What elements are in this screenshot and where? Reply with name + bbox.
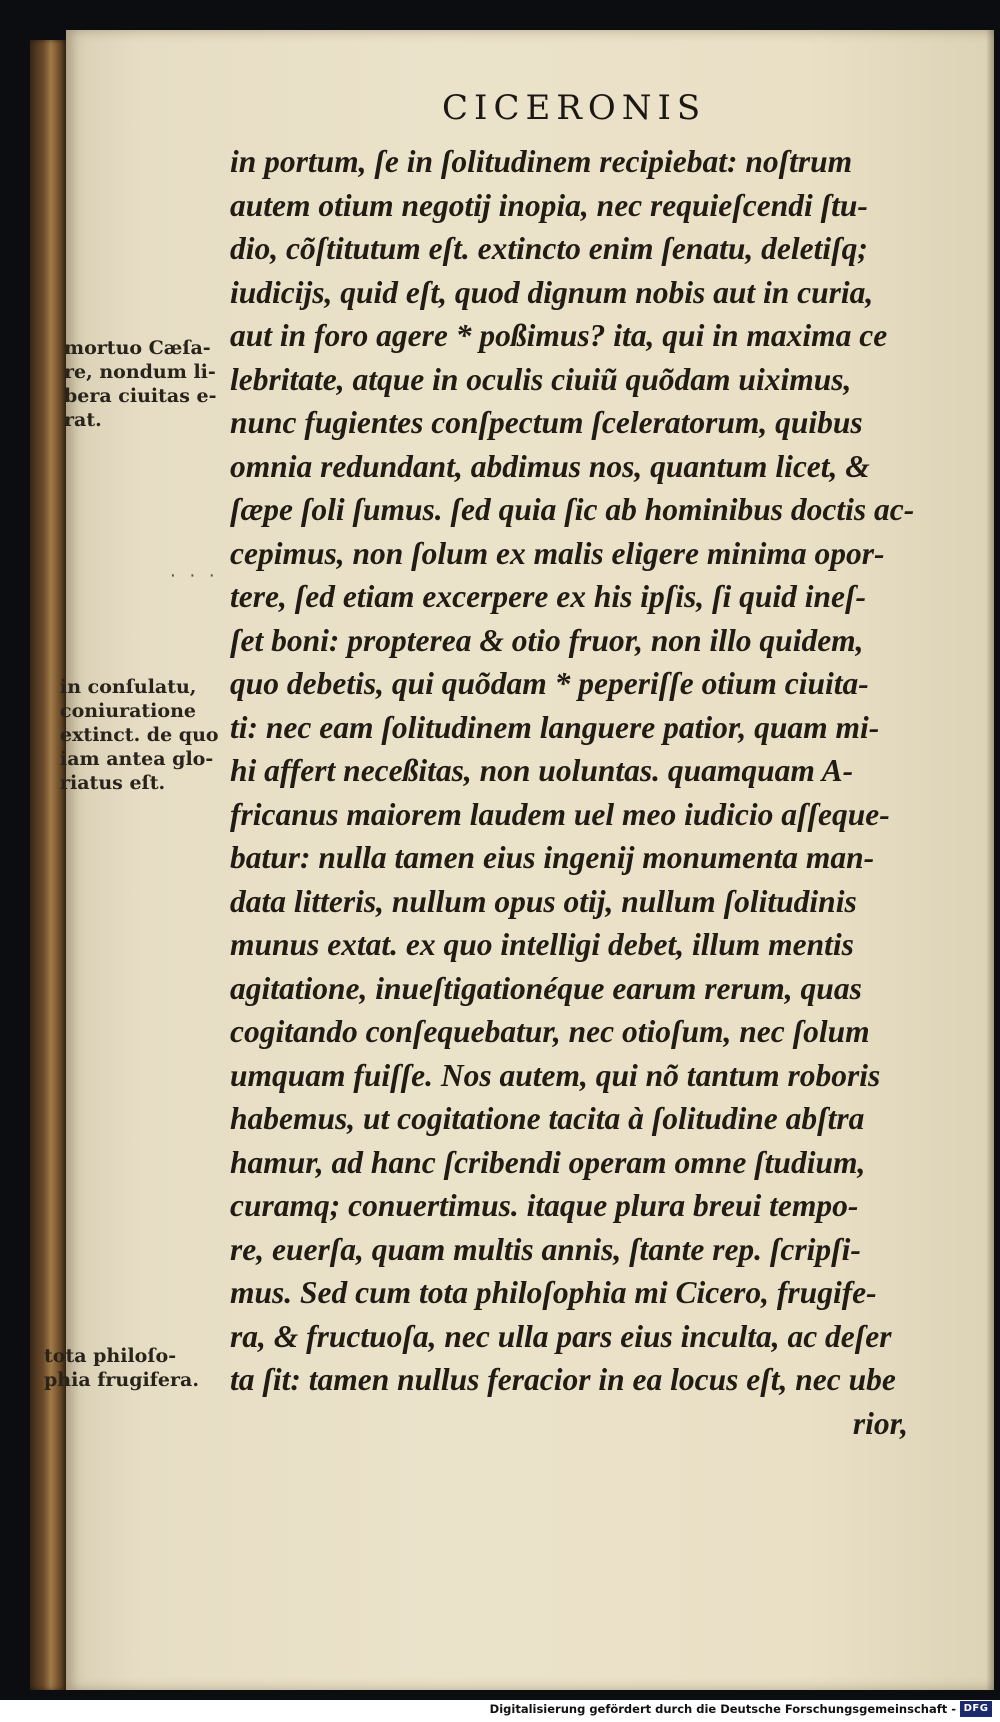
text-line: curamq; conuertimus. itaque plura breui tempo-: [230, 1188, 859, 1223]
margin-note-line: iam antea glo-: [60, 748, 214, 770]
text-line: fricanus maiorem laudem uel meo iudicio aſſeque-: [230, 796, 890, 832]
margin-note-line: coniuratione: [60, 700, 196, 722]
margin-note-philosophia: [44, 1344, 199, 1392]
text-line: batur: nulla tamen eius ingenij monumenta man-: [230, 840, 875, 875]
margin-note-line: extinct. de quo: [60, 724, 219, 746]
text-line: in portum, ſe in ſolitudinem recipiebat: noſtrum: [230, 144, 853, 179]
margin-note-line: riatus eſt.: [60, 772, 166, 794]
margin-note-line: phia frugifera.: [44, 1369, 199, 1391]
text-line: re, euerſa, quam multis annis, ſtante rep. ſcripſi-: [230, 1231, 861, 1267]
text-line: ſæpe ſoli ſumus. ſed quia ſic ab hominibus doctis ac-: [230, 492, 915, 527]
dfg-logo: DFG: [960, 1701, 992, 1717]
digitization-credit: Digitalisierung gefördert durch die Deutsche Forschungsgemeinschaft -: [489, 1702, 956, 1716]
text-line: aut in foro agere * poßimus? ita, qui in maxima ce: [230, 318, 888, 353]
text-line: iudicijs, quid eſt, quod dignum nobis aut in curia,: [230, 274, 874, 310]
text-line: umquam fuiſſe. Nos autem, qui nõ tantum roboris: [230, 1057, 881, 1093]
text-line: cepimus, non ſolum ex malis eligere minima opor-: [230, 535, 885, 571]
margin-note-line: re, nondum li-: [64, 361, 216, 383]
margin-smudge: ‧ ‧ ‧: [170, 566, 219, 587]
text-line: ra, & fructuoſa, nec ulla pars eius inculta, ac deſer: [230, 1318, 892, 1354]
text-line: lebritate, atque in oculis ciuiũ quõdam uiximus,: [230, 361, 852, 397]
main-text-block: [230, 140, 920, 1445]
text-line: ta ſit: tamen nullus feracior in ea locus eſt, nec ube: [230, 1362, 896, 1397]
text-line: hamur, ad hanc ſcribendi operam omne ſtudium,: [230, 1144, 866, 1180]
text-line: nunc fugientes conſpectum ſceleratorum, quibus: [230, 405, 863, 440]
text-line: dio, cõſtitutum eſt. extincto enim ſenatu, deletiſq;: [230, 231, 868, 266]
margin-note-line: mortuo Cæſa-: [64, 337, 211, 359]
margin-note-caesar: [64, 336, 217, 432]
text-line: ſet boni: propterea & otio fruor, non illo quidem,: [230, 622, 864, 658]
text-line: quo debetis, qui quõdam * peperiſſe otium ciuita-: [230, 666, 869, 701]
margin-note-line: tota philoſo-: [44, 1345, 177, 1367]
margin-note-line: in conſulatu,: [60, 676, 197, 698]
text-line: omnia redundant, abdimus nos, quantum licet, &: [230, 448, 870, 484]
text-line: munus extat. ex quo intelligi debet, illum mentis: [230, 927, 854, 962]
book-spine: [30, 40, 68, 1690]
page-edge-shadow: [986, 30, 994, 1690]
margin-note-line: bera ciuitas e-: [64, 385, 217, 407]
catchword: rior,: [852, 1405, 908, 1441]
text-line: hi affert neceßitas, non uoluntas. quamquam A-: [230, 753, 854, 788]
margin-note-line: rat.: [64, 409, 102, 431]
text-line: agitatione, inueſtigationéque earum rerum, quas: [230, 970, 862, 1006]
text-line: autem otium negotij inopia, nec requieſcendi ſtu-: [230, 187, 868, 223]
text-line: ti: nec eam ſolitudinem languere patior, quam mi-: [230, 709, 880, 745]
text-line: tere, ſed etiam excerpere ex his ipſis, ſi quid ineſ-: [230, 579, 866, 614]
text-line: cogitando conſequebatur, nec otioſum, nec ſolum: [230, 1014, 870, 1049]
margin-note-consulatu: [60, 675, 219, 795]
text-line: data litteris, nullum opus otij, nullum ſolitudinis: [230, 883, 857, 919]
text-line: mus. Sed cum tota philoſophia mi Cicero, frugife-: [230, 1275, 877, 1310]
running-head: CICERONIS: [442, 88, 707, 128]
text-line: habemus, ut cogitatione tacita à ſolitudine abſtra: [230, 1101, 865, 1136]
